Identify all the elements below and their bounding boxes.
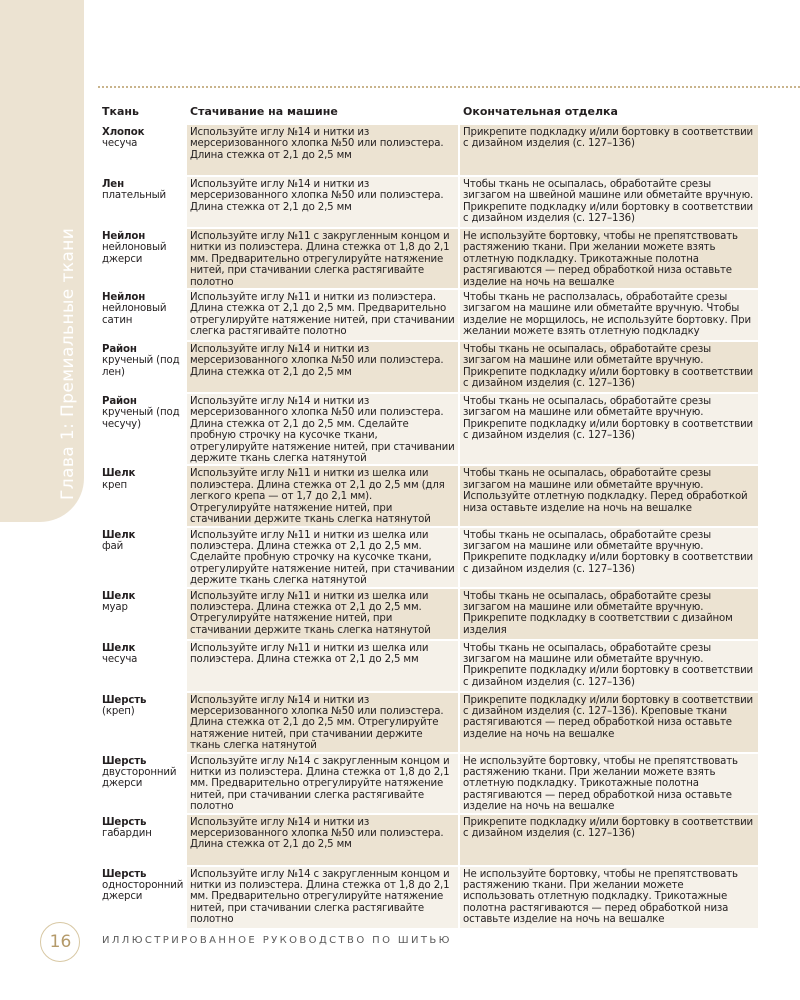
table-row xyxy=(98,393,758,465)
table-row xyxy=(98,341,758,393)
table-row xyxy=(98,640,758,692)
fabric-name: Район xyxy=(102,396,137,408)
page-number: 16 xyxy=(49,932,72,952)
finishing-cell: Чтобы ткань не осыпалась, обработайте срезы зигзагом на машине или обметайте вручную. Прикрепите подкладку и/или бортовку в соответствии с дизайном изделия (с. 127–136) xyxy=(459,393,758,465)
machine-sewing-cell: Используйте иглу №11 и нитки из полиэстера. Длина стежка от 2,1 до 2,5 мм. Предварительно отрегулируйте натяжение нитей, при стачивании слегка растягивайте полотно xyxy=(186,289,459,341)
finishing-cell: Не используйте бортовку, чтобы не препятствовать растяжению ткани. При желании можете взять отлетную подкладку. Трикотажные полотна растягиваются — перед обработкой низа оставьте изделие на ночь на вешалке xyxy=(459,753,758,814)
fabric-type: (креп) xyxy=(102,705,135,717)
fabric-cell xyxy=(98,176,186,228)
fabric-type: крученый (под чесучу) xyxy=(102,407,180,430)
table-row xyxy=(98,228,758,289)
finishing-cell: Чтобы ткань не расползалась, обработайте срезы зигзагом на машине или обметайте вручную. Чтобы изделие не морщилось, не используйте бортовку. При желании можете взять отлетную подкладку xyxy=(459,289,758,341)
machine-sewing-cell: Используйте иглу №14 с закругленным концом и нитки из полиэстера. Длина стежка от 1,8 до 2,1 мм. Предварительно отрегулируйте натяжение нитей, при стачивании слегка растягивайте полотно xyxy=(186,753,459,814)
fabric-type: нейлоновый сатин xyxy=(102,303,167,326)
fabric-cell xyxy=(98,753,186,814)
finishing-cell: Прикрепите подкладку и/или бортовку в соответствии с дизайном изделия (с. 127–136). Креповые ткани растягиваются — перед обработкой низа оставьте изделие на ночь на вешалке xyxy=(459,692,758,753)
fabric-name: Район xyxy=(102,344,137,356)
finishing-cell: Чтобы ткань не осыпалась, обработайте срезы зигзагом на машине или обметайте вручную. Используйте отлетную подкладку. Перед обработкой низа оставьте изделие на ночь на вешалке xyxy=(459,465,758,526)
fabric-cell xyxy=(98,527,186,588)
book-title: ИЛЛЮСТРИРОВАННОЕ РУКОВОДСТВО ПО ШИТЬЮ xyxy=(102,935,452,946)
fabric-name: Нейлон xyxy=(102,292,146,304)
table-row xyxy=(98,176,758,228)
finishing-cell: Чтобы ткань не осыпалась, обработайте срезы зигзагом на машине или обметайте вручную. Прикрепите подкладку и/или бортовку в соответствии с дизайном изделия (с. 127–136) xyxy=(459,640,758,692)
finishing-cell: Не используйте бортовку, чтобы не препятствовать растяжению ткани. При желании можете использовать отлетную подкладку. Трикотажные полотна растягиваются — перед обработкой низа оставьте изделие на ночь на вешалке xyxy=(459,866,758,928)
finishing-cell: Чтобы ткань не осыпалась, обработайте срезы зигзагом на машине или обметайте вручную. Прикрепите подкладку и/или бортовку в соответствии с дизайном изделия (с. 127–136) xyxy=(459,341,758,393)
chapter-label: Глава 1: Премиальные ткани xyxy=(58,227,78,500)
chapter-side-tab xyxy=(0,0,84,522)
finishing-cell: Чтобы ткань не осыпалась, обработайте срезы зигзагом на машине или обметайте вручную. Прикрепите подкладку в соответствии с дизайном изделия xyxy=(459,588,758,640)
fabric-type: односторонний джерси xyxy=(102,880,184,903)
fabric-name: Шерсть xyxy=(102,755,147,767)
machine-sewing-cell: Используйте иглу №11 и нитки из шелка или полиэстера. Длина стежка от 2,1 до 2,5 мм xyxy=(186,640,459,692)
fabric-type: крученый (под лен) xyxy=(102,355,180,378)
table-row xyxy=(98,866,758,928)
fabric-type: муар xyxy=(102,601,128,613)
fabric-type: габардин xyxy=(102,828,152,839)
finishing-cell: Чтобы ткань не осыпалась, обработайте срезы зигзагом на швейной машине или обметайте вручную. Прикрепите подкладку и/или бортовку в соответствии с дизайном изделия (с. 127–136) xyxy=(459,176,758,228)
fabric-cell xyxy=(98,692,186,753)
table-row xyxy=(98,753,758,814)
finishing-cell: Чтобы ткань не осыпалась, обработайте срезы зигзагом на машине или обметайте вручную. Прикрепите подкладку и/или бортовку в соответствии с дизайном изделия (с. 127–136) xyxy=(459,527,758,588)
table-row xyxy=(98,588,758,640)
fabric-type: нейлоновый джерси xyxy=(102,242,167,265)
fabric-cell xyxy=(98,866,186,928)
machine-sewing-cell: Используйте иглу №11 с закругленным концом и нитки из полиэстера. Длина стежка от 1,8 до 2,1 мм. Предварительно отрегулируйте натяжение нитей, при стачивании слегка растягивайте полотно xyxy=(186,228,459,289)
machine-sewing-cell: Используйте иглу №14 и нитки из мерсеризованного хлопка №50 или полиэстера. Длина стежка от 2,1 до 2,5 мм xyxy=(186,176,459,228)
machine-sewing-cell: Используйте иглу №11 и нитки из шелка или полиэстера. Длина стежка от 2,1 до 2,5 мм. Отрегулируйте натяжение нитей, при стачивании держите ткань слегка натянутой xyxy=(186,588,459,640)
fabric-cell xyxy=(98,393,186,465)
fabric-name: Шерсть xyxy=(102,868,147,880)
fabric-cell xyxy=(98,465,186,526)
fabric-type: чесуча xyxy=(102,138,138,150)
fabric-name: Хлопок xyxy=(102,127,145,138)
machine-sewing-cell: Используйте иглу №11 и нитки из шелка или полиэстера. Длина стежка от 2,1 до 2,5 мм. Сделайте пробную строчку на кусочке ткани, отрегулируйте натяжение нитей, при стачивании держите ткань слегка натянутой xyxy=(186,527,459,588)
fabric-cell xyxy=(98,341,186,393)
fabric-type: фай xyxy=(102,540,124,552)
fabric-cell xyxy=(98,289,186,341)
fabric-name: Шелк xyxy=(102,642,136,654)
machine-sewing-cell: Используйте иглу №14 и нитки из мерсеризованного хлопка №50 или полиэстера. Длина стежка от 2,1 до 2,5 мм. Сделайте пробную строчку на кусочке ткани, отрегулируйте натяжение нитей, при стачивании держите ткань слегка натянутой xyxy=(186,393,459,465)
fabric-cell xyxy=(98,814,186,866)
fabric-cell xyxy=(98,228,186,289)
table-row xyxy=(98,465,758,526)
dotted-divider xyxy=(98,86,800,88)
fabric-name: Шелк xyxy=(102,529,136,541)
table-row xyxy=(98,692,758,753)
fabric-table-container xyxy=(98,102,758,928)
machine-sewing-cell: Используйте иглу №14 и нитки из мерсеризованного хлопка №50 или полиэстера. Длина стежка от 2,1 до 2,5 мм. Отрегулируйте натяжение нитей, при стачивании держите ткань слегка натянутой xyxy=(186,692,459,753)
machine-sewing-cell: Используйте иглу №14 с закругленным концом и нитки из полиэстера. Длина стежка от 1,8 до 2,1 мм. Предварительно отрегулируйте натяжение нитей, при стачивании слегка растягивайте полотно xyxy=(186,866,459,928)
finishing-cell: Прикрепите подкладку и/или бортовку в соответствии с дизайном изделия (с. 127–136) xyxy=(459,124,758,176)
fabric-name: Нейлон xyxy=(102,231,146,242)
fabric-type: чесуча xyxy=(102,653,138,665)
fabric-cell xyxy=(98,640,186,692)
fabric-type: креп xyxy=(102,479,127,491)
machine-sewing-cell: Используйте иглу №14 и нитки из мерсеризованного хлопка №50 или полиэстера. Длина стежка от 2,1 до 2,5 мм xyxy=(186,124,459,176)
machine-sewing-cell: Используйте иглу №11 и нитки из шелка или полиэстера. Длина стежка от 2,1 до 2,5 мм (для легкого крепа — от 1,7 до 2,1 мм). Отрегулируйте натяжение нитей, при стачивании держите ткань слегка натянутой xyxy=(186,465,459,526)
header-fabric: Ткань xyxy=(102,105,139,118)
fabric-name: Шелк xyxy=(102,590,136,602)
machine-sewing-cell: Используйте иглу №14 и нитки из мерсеризованного хлопка №50 или полиэстера. Длина стежка от 2,1 до 2,5 мм xyxy=(186,814,459,866)
fabric-name: Шерсть xyxy=(102,816,147,828)
machine-sewing-cell: Используйте иглу №14 и нитки из мерсеризованного хлопка №50 или полиэстера. Длина стежка от 2,1 до 2,5 мм xyxy=(186,341,459,393)
fabric-type: двусторонний джерси xyxy=(102,766,177,790)
fabric-name: Шерсть xyxy=(102,694,147,706)
header-finish: Окончательная отделка xyxy=(463,105,618,118)
table-row xyxy=(98,124,758,176)
fabric-type: плательный xyxy=(102,190,166,202)
header-machine: Стачивание на машине xyxy=(190,105,338,118)
fabric-name: Лен xyxy=(102,179,124,190)
fabric-cell xyxy=(98,124,186,176)
table-row xyxy=(98,814,758,866)
finishing-cell: Не используйте бортовку, чтобы не препятствовать растяжению ткани. При желании можете взять отлетную подкладку. Трикотажные полотна растягиваются — перед обработкой низа оставьте изделие на ночь на вешалке xyxy=(459,228,758,289)
table-body xyxy=(98,124,758,928)
finishing-cell: Прикрепите подкладку и/или бортовку в соответствии с дизайном изделия (с. 127–136) xyxy=(459,814,758,866)
table-header-row xyxy=(98,102,758,124)
fabric-name: Шелк xyxy=(102,468,136,480)
table-row xyxy=(98,289,758,341)
fabric-cell xyxy=(98,588,186,640)
table-row xyxy=(98,527,758,588)
fabric-table xyxy=(98,102,758,928)
